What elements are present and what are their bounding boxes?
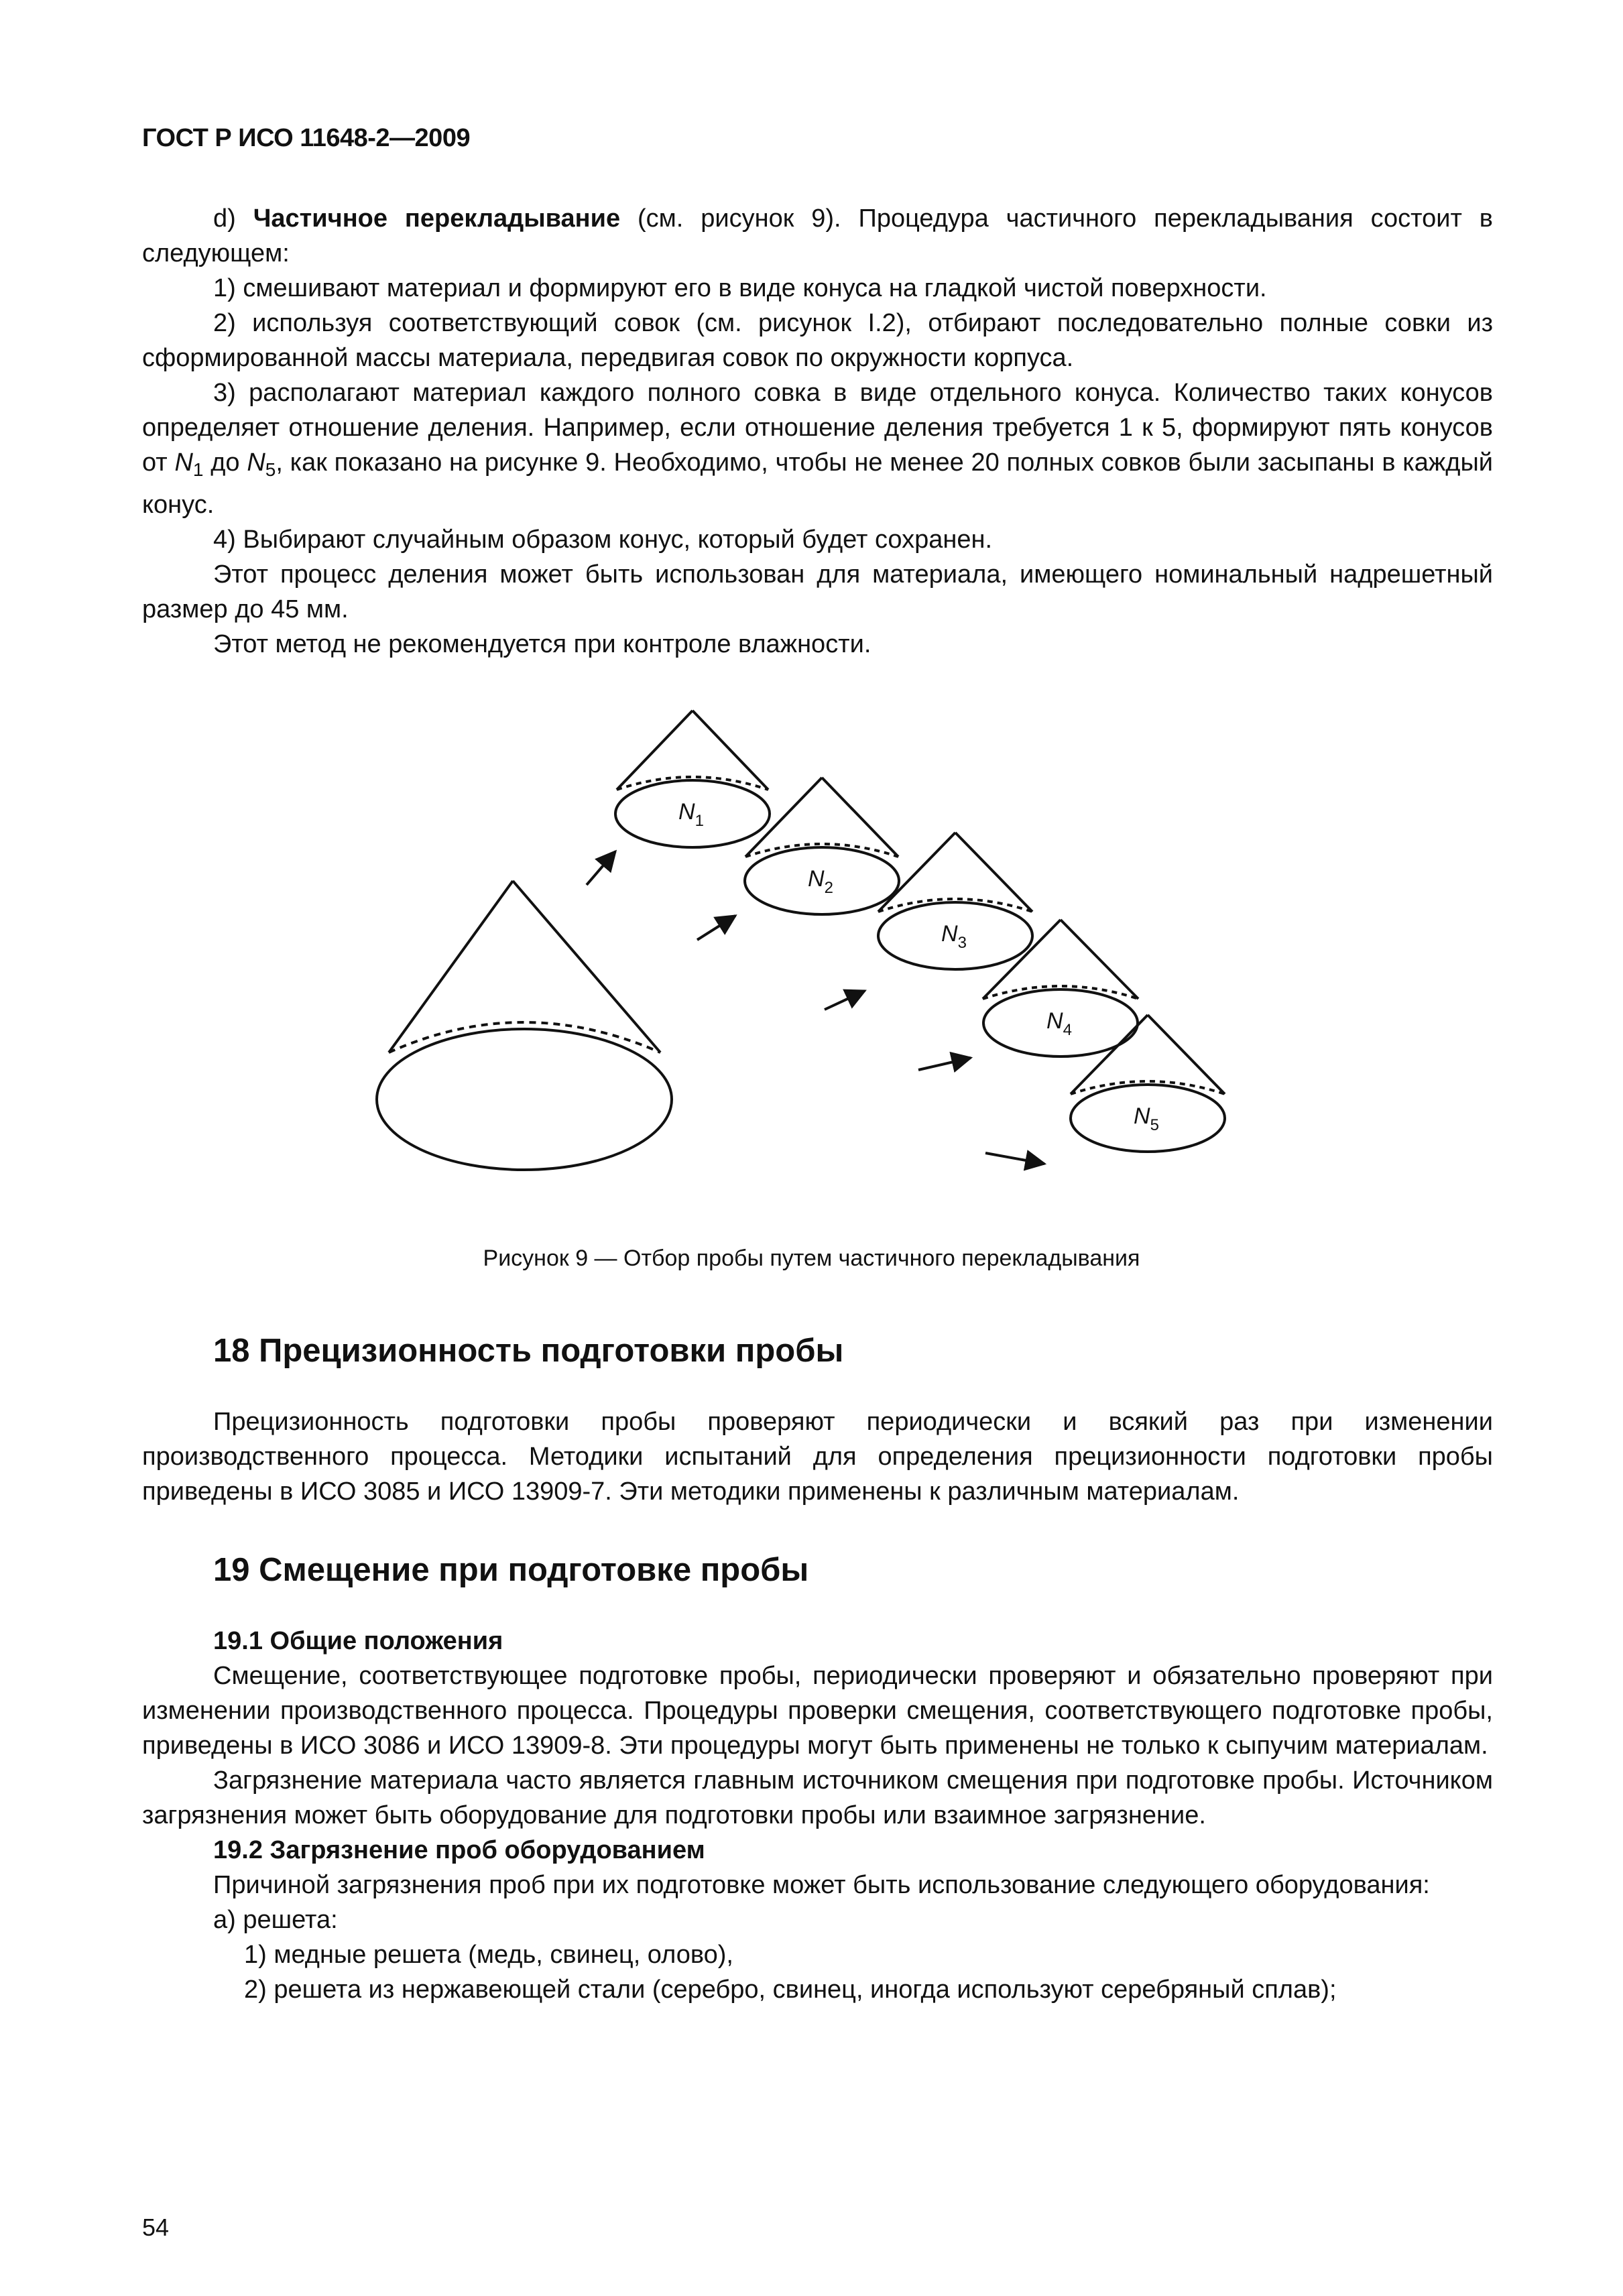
arrow-icon (985, 1153, 1044, 1164)
section-18-paragraph: Прецизионность подготовки пробы проверяют периодически и всякий раз при изменении производственного процесса. Методики испытаний для определения прецизионности подготовки пробы приведены в ИСО 3085 и ИСО 13909-7. Эти методики применены к различным материалам. (142, 1408, 1493, 1506)
label-n2: $N_2$ (808, 866, 833, 897)
item-d-term: Частичное перекладывание (253, 204, 621, 233)
section-19-1-paragraph-2: Загрязнение материала часто является главным источником смещения при подготовке пробы. Источником загрязнения может быть оборудование для подготовки пробы или взаимное загрязнение. (142, 1766, 1493, 1829)
step-2: 2) используя соответствующий совок (см. рисунок I.2), отбирают последовательно полные совки из сформированной массы материала, передвигая совок по окружности корпуса. (142, 309, 1493, 372)
document-header: ГОСТ Р ИСО 11648-2—2009 (142, 124, 471, 152)
cone-n2 (745, 778, 899, 914)
note-1: Этот процесс деления может быть использован для материала, имеющего номинальный надрешетный размер до 45 мм. (142, 560, 1493, 623)
step-1: 1) смешивают материал и формируют его в виде конуса на гладкой чистой поверхности. (213, 274, 1267, 302)
subsection-19-1-heading: 19.1 Общие положения (213, 1627, 503, 1655)
cone-n3 (878, 833, 1032, 969)
cone-n5 (1071, 1015, 1225, 1152)
page-number: 54 (142, 2214, 170, 2241)
cone-n1 (615, 711, 770, 847)
item-d: d) Частичное перекладывание (см. рисунок 9). Процедура частичного перекладывания состоит в следующем: (142, 204, 1493, 267)
list-item-a1: 1) медные решета (медь, свинец, олово), (244, 1941, 733, 1969)
label-n1: $N_1$ (678, 799, 704, 830)
figure-cones (362, 690, 1301, 1227)
arrow-icon (697, 916, 735, 940)
label-n5: $N_5$ (1134, 1103, 1159, 1134)
list-item-a: а) решета: (213, 1906, 338, 1934)
section-18-heading: 18 Прецизионность подготовки пробы (213, 1333, 844, 1369)
note-2: Этот метод не рекомендуется при контроле влажности. (213, 630, 871, 658)
list-item-a2: 2) решета из нержавеющей стали (серебро, свинец, иногда используют серебряный сплав); (244, 1976, 1337, 2004)
section-19-1-paragraph-1: Смещение, соответствующее подготовке пробы, периодически проверяют и обязательно проверяют при изменении производственного процесса. Процедуры проверки смещения, соответствующего подготовке пробы, приведены в ИСО 3086 и ИСО 13909-8. Эти процедуры могут быть применены не только к сыпучим материалам. (142, 1662, 1493, 1760)
section-19-heading: 19 Смещение при подготовке пробы (213, 1552, 809, 1588)
arrow-icon (825, 991, 865, 1010)
step-4: 4) Выбирают случайным образом конус, который будет сохранен. (213, 526, 993, 554)
arrow-icon (918, 1058, 971, 1070)
figure-caption: Рисунок 9 — Отбор пробы путем частичного перекладывания (483, 1246, 1140, 1271)
arrow-icon (587, 851, 615, 885)
label-n4: $N_4$ (1046, 1008, 1072, 1039)
section-19 (142, 1550, 1493, 2007)
step-3: 3) располагают материал каждого полного совка в виде отдельного конуса. Количество таких конусов определяет отношение деления. Например, если отношение деления требуется 1 к 5, формируют пять конусов от $N_1$ до $N_5$, как показано на рисунке 9. Необходимо, чтобы не менее 20 полных совков были засыпаны в каждый конус. (142, 379, 1494, 519)
section-19-2-paragraph: Причиной загрязнения проб при их подготовке может быть использование следующего оборудования: (213, 1871, 1430, 1899)
label-n3: $N_3$ (941, 921, 967, 952)
top-text-block (142, 201, 1493, 662)
source-cone (377, 881, 672, 1170)
subsection-19-2-heading: 19.2 Загрязнение проб оборудованием (213, 1836, 705, 1864)
cone-n4 (983, 920, 1138, 1056)
section-18 (142, 1331, 1493, 1509)
